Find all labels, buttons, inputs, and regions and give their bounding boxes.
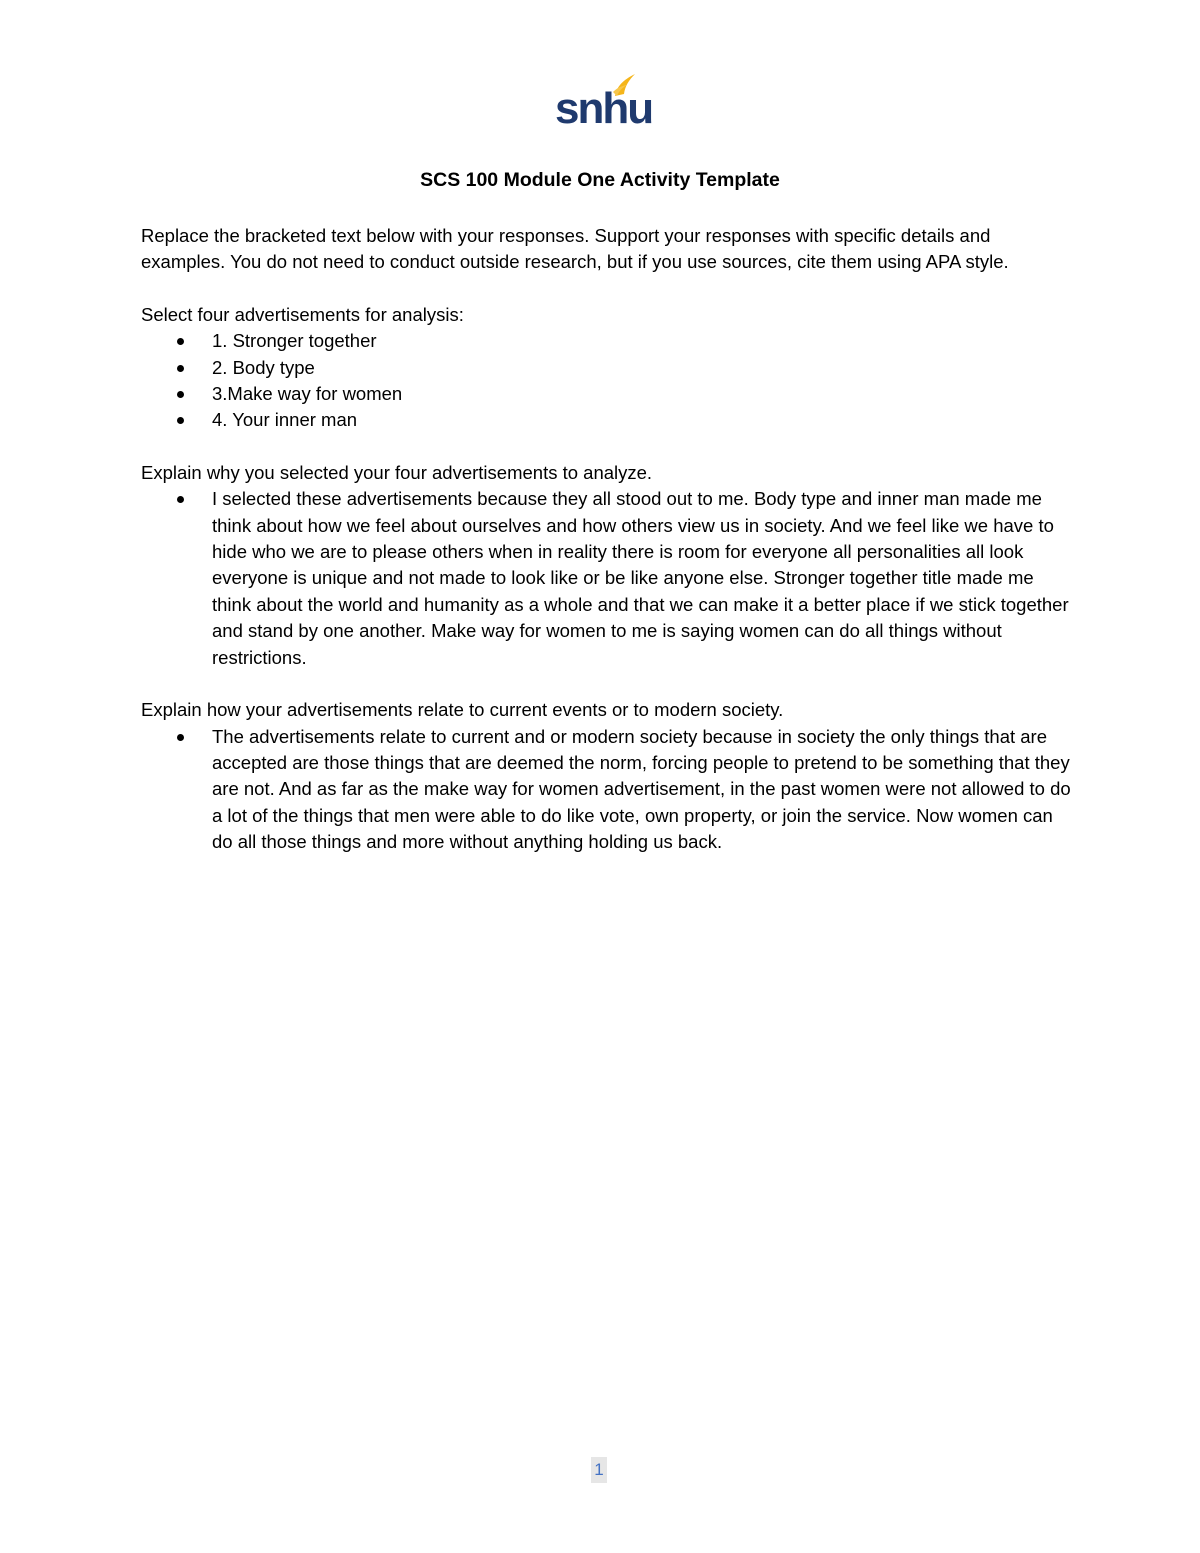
list-item: [141, 381, 1071, 407]
response-list: [141, 486, 1071, 671]
section-advertisements: [141, 302, 1071, 434]
bullet-icon: [177, 734, 184, 741]
section-modern-society: [141, 697, 1071, 855]
document-title: SCS 100 Module One Activity Template: [420, 169, 780, 191]
list-item-text: I selected these advertisements because they all stood out to me. Body type and inner man made me think about how we feel about ourselves and how others view us in society. And we feel like we have to hide who we are to please others when in reality there is room for everyone all personalities all look everyone is unique and not made to look like or be like anyone else. Stronger together title made me think about the world and humanity as a whole and that we can make it a better place if we stick together and stand by one another. Make way for women to me is saying women can do all things without restrictions.: [212, 488, 1069, 668]
bullet-icon: [177, 391, 184, 398]
section-prompt: Select four advertisements for analysis:: [141, 303, 464, 325]
advertisement-list: [141, 328, 1071, 434]
list-item: [141, 486, 1071, 671]
list-item: [141, 724, 1071, 856]
document-body: [141, 223, 1071, 882]
snhu-logo: [553, 72, 653, 134]
list-item: [141, 328, 1071, 354]
bullet-icon: [177, 365, 184, 372]
response-list: [141, 724, 1071, 856]
section-prompt: Explain how your advertisements relate to current events or to modern society.: [141, 699, 784, 721]
instructions-paragraph: Replace the bracketed text below with your responses. Support your responses with specific details and examples. You do not need to conduct outside research, but if you use sources, cite them using APA style.: [141, 225, 1009, 273]
list-item-text: 2. Body type: [212, 356, 315, 378]
list-item: [141, 355, 1071, 381]
bullet-icon: [177, 496, 184, 503]
logo-wordmark: snhu: [555, 84, 653, 133]
section-prompt: Explain why you selected your four advertisements to analyze.: [141, 461, 653, 483]
bullet-icon: [177, 338, 184, 345]
bullet-icon: [177, 417, 184, 424]
list-item-text: 4. Your inner man: [212, 409, 358, 431]
section-selection-reason: [141, 460, 1071, 671]
list-item-text: 1. Stronger together: [212, 330, 377, 352]
list-item-text: 3.Make way for women: [212, 383, 403, 405]
page-number: 1: [591, 1457, 607, 1483]
list-item: [141, 407, 1071, 433]
list-item-text: The advertisements relate to current and or modern society because in society the only things that are accepted are those things that are deemed the norm, forcing people to pretend to be something that they are not. And as far as the make way for women advertisement, in the past women were not allowed to do a lot of the things that men were able to do like vote, own property, or join the service. Now women can do all those things and more without anything holding us back.: [212, 725, 1071, 853]
